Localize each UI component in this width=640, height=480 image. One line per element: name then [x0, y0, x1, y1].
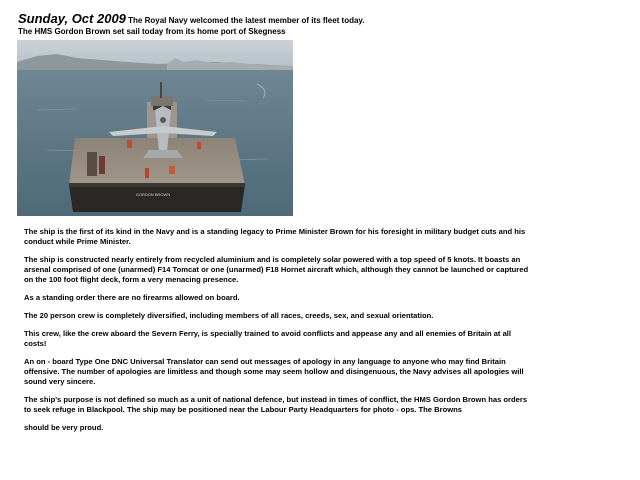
article-paragraph: As a standing order there are no firearms allowed on board.: [24, 293, 240, 302]
article-body: [24, 227, 534, 441]
ship-photo: [17, 40, 293, 216]
article-paragraph: The ship is the first of its kind in the Navy and is a standing legacy to Prime Minister Brown for his foresight in military budget cuts and his conduct while Prime Minister.: [24, 227, 526, 246]
hull-label: GORDON BROWN: [135, 192, 171, 197]
article-lead: The Royal Navy welcomed the latest member of its fleet today. The HMS Gordon Brown set sail today from its home port of Skegness: [18, 16, 365, 36]
article-paragraph: This crew, like the crew aboard the Severn Ferry, is specially trained to avoid conflicts and appease any and all enemies of Britain at all costs!: [24, 329, 512, 348]
article-paragraph: An on - board Type One DNC Universal Translator can send out messages of apology in any language to anyone who may find Britain offensive. The number of apologies are limitless and though some may seem hollow and disingenuous, the Navy advises all apologies will sound very sincere.: [24, 357, 524, 386]
article-paragraph: The ship's purpose is not defined so much as a unit of national defence, but instead in times of conflict, the HMS Gordon Brown has orders to seek refuge in Blackpool. The ship may be positioned near the Labour Party Headquarters for photo - ops. The Browns: [24, 395, 528, 414]
article-header: [18, 13, 378, 37]
article-paragraph: The 20 person crew is completely diversified, including members of all races, creeds, sex, and sexual orientation.: [24, 311, 434, 320]
article-paragraph: should be very proud.: [24, 423, 104, 432]
article-paragraph: The ship is constructed nearly entirely from recycled aluminium and is completely solar powered with a top speed of 5 knots. It boasts an arsenal comprised of one (unarmed) F14 Tomcat or one (unarmed) F18 Hornet aircraft which, although they cannot be launched or captured on the 100 foot flight deck, form a very menacing presence.: [24, 255, 529, 284]
article-date: Sunday, Oct 2009: [18, 11, 126, 26]
